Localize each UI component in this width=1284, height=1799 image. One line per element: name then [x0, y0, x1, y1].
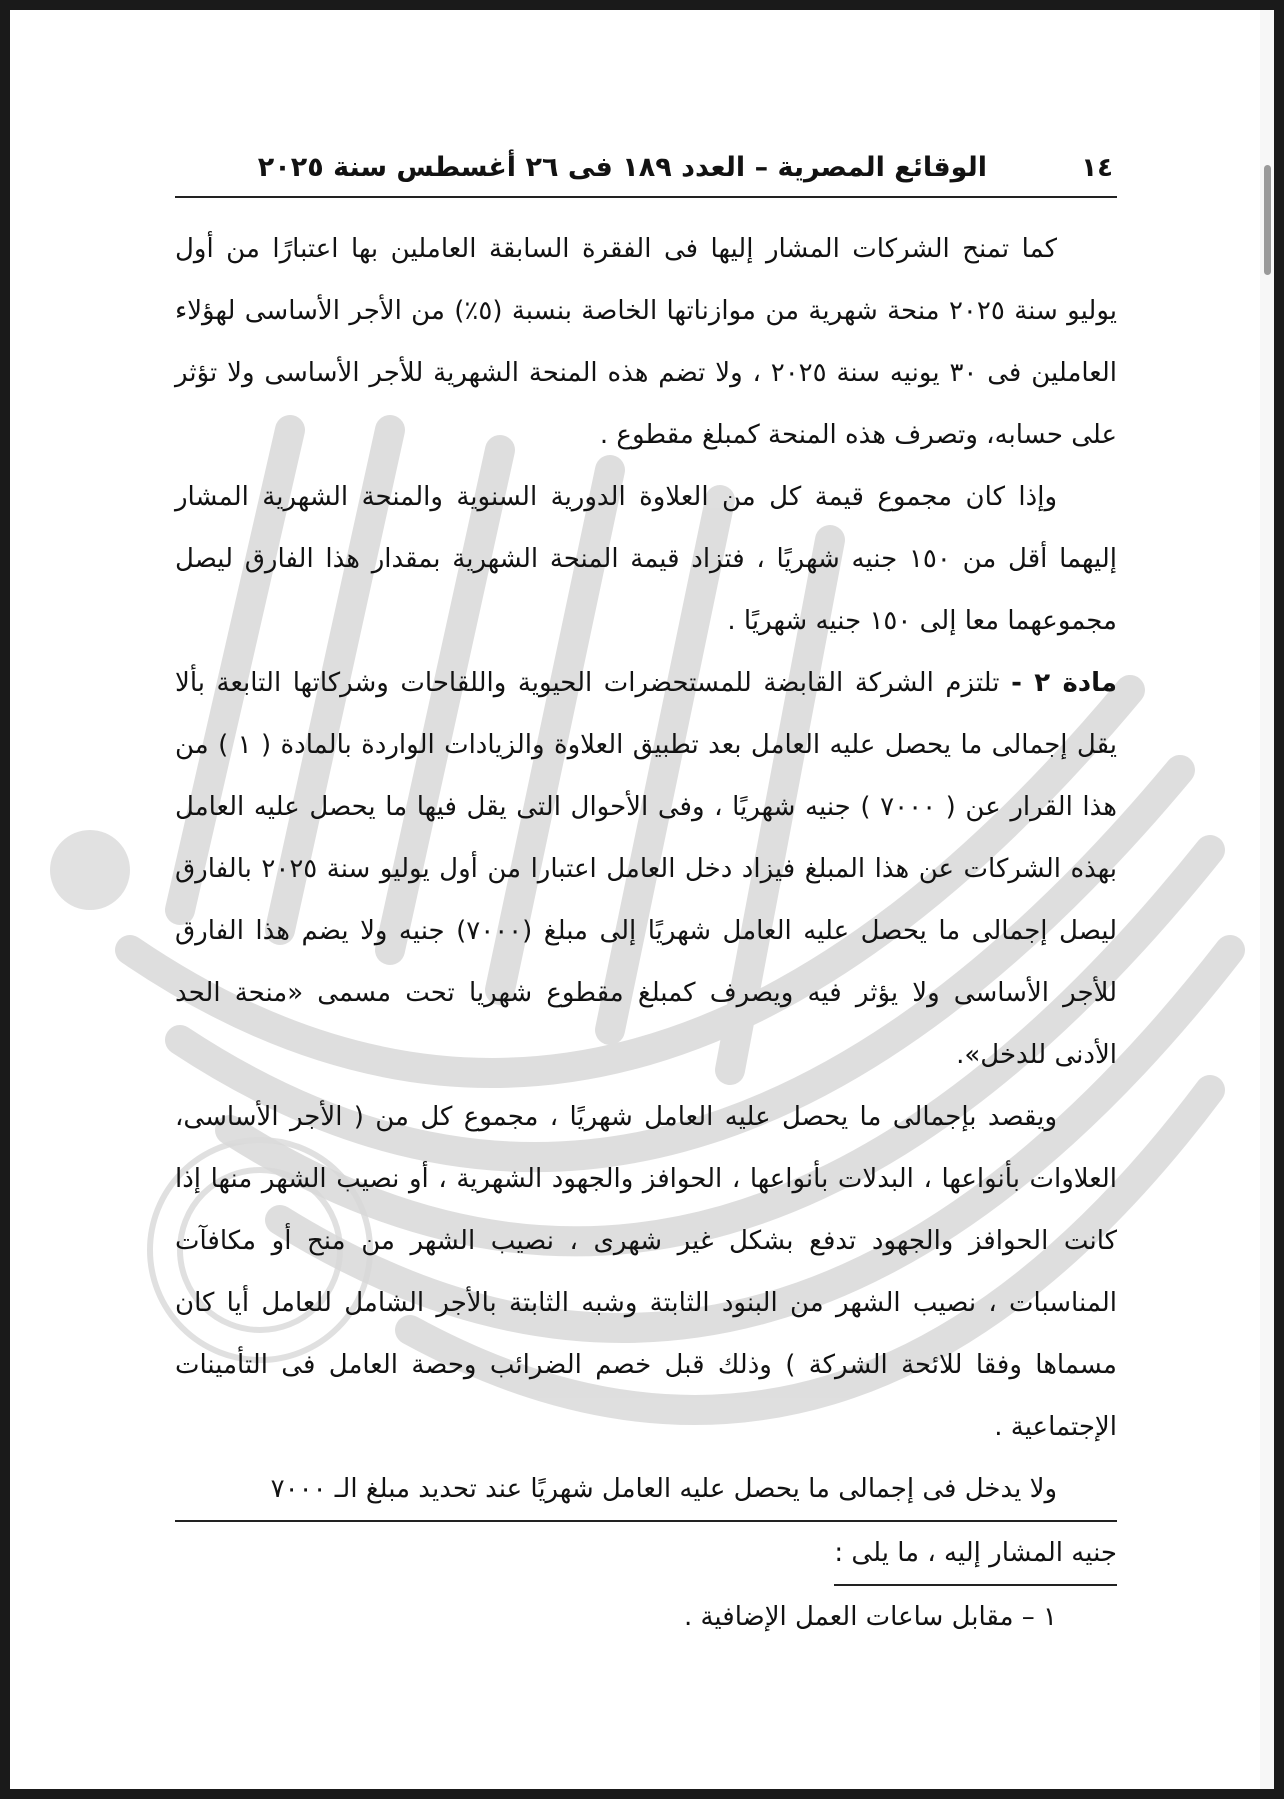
scrollbar-thumb[interactable]: [1264, 165, 1271, 275]
article-2-paragraph: [175, 652, 1117, 1086]
gazette-title: الوقائع المصرية – العدد ١٨٩ فى ٢٦ أغسطس سنة ٢٠٢٥: [257, 152, 987, 183]
scrollbar-track[interactable]: [1260, 10, 1274, 1789]
page-header: [175, 140, 1117, 198]
document-viewer: [10, 10, 1274, 1789]
document-body: [175, 218, 1117, 1648]
paragraph-5-line-1: ولا يدخل فى إجمالى ما يحصل عليه العامل شهريًا عند تحديد مبلغ الـ ٧٠٠٠: [175, 1458, 1117, 1522]
document-page: [175, 140, 1117, 1648]
article-2-label: مادة ٢ -: [1011, 668, 1118, 698]
list-item-1: ١ – مقابل ساعات العمل الإضافية .: [683, 1602, 1057, 1632]
paragraph-4: ويقصد بإجمالى ما يحصل عليه العامل شهريًا ، مجموع كل من ( الأجر الأساسى، العلاوات بأنواعها ، البدلات بأنواعها ، الحوافز والجهود الشهرية ، أو نصيب الشهر منها إذا كانت الحوافز والجهود تدفع بشكل غير شهرى ، نصيب الشهر من منح أو مكافآت المناسبات ، نصيب الشهر من البنود الثابتة وشبه الثابتة بالأجر الشامل للعامل أيا كان مسماها وفقا للائحة الشركة ) وذلك قبل خصم الضرائب وحصة العامل فى التأمينات الإجتماعية .: [175, 1102, 1117, 1442]
paragraph-5-line-2: جنيه المشار إليه ، ما يلى :: [834, 1522, 1117, 1586]
article-2-text: تلتزم الشركة القابضة للمستحضرات الحيوية واللقاحات وشركاتها التابعة بألا يقل إجمالى ما يحصل عليه العامل بعد تطبيق العلاوة والزيادات الواردة بالمادة ( ١ ) من هذا القرار عن ( ٧٠٠٠ ) جنيه شهريًا ، وفى الأحوال التى يقل فيها ما يحصل عليه العامل بهذه الشركات عن هذا المبلغ فيزاد دخل العامل اعتبارا من أول يوليو سنة ٢٠٢٥ بالفارق ليصل إجمالى ما يحصل عليه العامل شهريًا إلى مبلغ (٧٠٠٠) جنيه ولا يضم هذا الفارق للأجر الأساسى ولا يؤثر فيه ويصرف كمبلغ مقطوع شهريا تحت مسمى «منحة الحد الأدنى للدخل».: [175, 668, 1118, 1070]
paragraph-2: وإذا كان مجموع قيمة كل من العلاوة الدورية السنوية والمنحة الشهرية المشار إليهما أقل من ١٥٠ جنيه شهريًا ، فتزاد قيمة المنحة الشهرية بمقدار هذا الفارق ليصل مجموعهما معا إلى ١٥٠ جنيه شهريًا .: [175, 482, 1117, 636]
paragraph-1: كما تمنح الشركات المشار إليها فى الفقرة السابقة العاملين بها اعتبارًا من أول يوليو سنة ٢٠٢٥ منحة شهرية من موازناتها الخاصة بنسبة (٥٪) من الأجر الأساسى لهؤلاء العاملين فى ٣٠ يونيه سنة ٢٠٢٥ ، ولا تضم هذه المنحة الشهرية للأجر الأساسى ولا تؤثر على حسابه، وتصرف هذه المنحة كمبلغ مقطوع .: [175, 234, 1118, 450]
page-number: ١٤: [1081, 153, 1113, 183]
